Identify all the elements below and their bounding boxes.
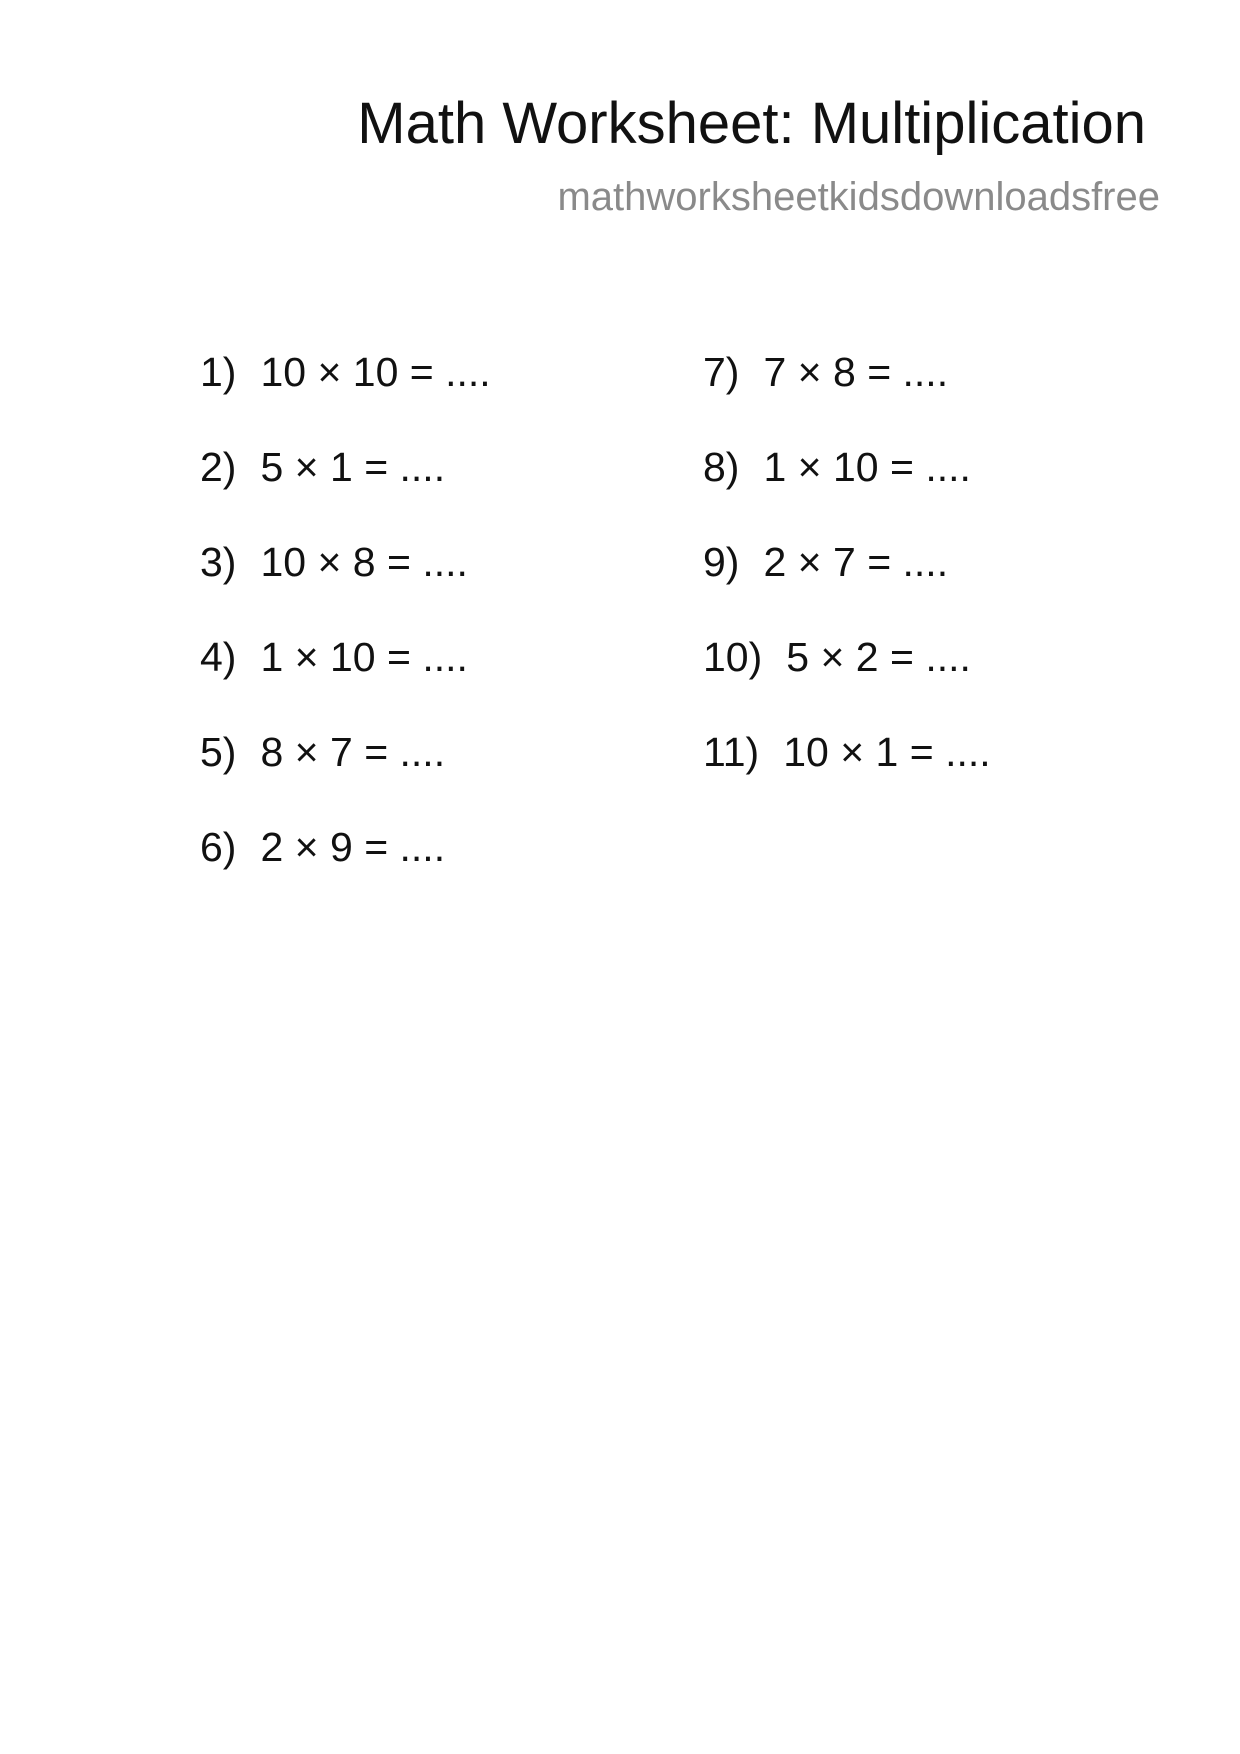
problem-expression: 1 × 10 = .... [260, 634, 468, 680]
problem-expression: 10 × 10 = .... [260, 349, 491, 395]
problem-number: 9) [703, 539, 740, 585]
problem-expression: 2 × 7 = .... [763, 539, 949, 585]
problem-item [703, 444, 991, 542]
problem-number: 5) [200, 729, 237, 775]
problem-expression: 7 × 8 = .... [763, 349, 949, 395]
problem-expression: 10 × 8 = .... [260, 539, 468, 585]
problem-number: 8) [703, 444, 740, 490]
problem-item [200, 729, 491, 827]
page-title: Math Worksheet: Multiplication [357, 91, 1146, 156]
problem-item [200, 349, 491, 447]
page-subtitle: mathworksheetkidsdownloadsfree [557, 175, 1160, 219]
problem-expression: 10 × 1 = .... [783, 729, 991, 775]
problem-number: 6) [200, 824, 237, 870]
problem-number: 11) [703, 729, 760, 775]
problem-expression: 1 × 10 = .... [763, 444, 971, 490]
problem-number: 2) [200, 444, 237, 490]
problem-column-right [703, 349, 991, 827]
problem-number: 7) [703, 349, 740, 395]
problem-number: 1) [200, 349, 237, 395]
worksheet-header [357, 91, 1160, 219]
problem-item [703, 539, 991, 637]
problem-number: 4) [200, 634, 237, 680]
problem-expression: 2 × 9 = .... [260, 824, 446, 870]
problem-item [703, 634, 991, 732]
problem-expression: 5 × 1 = .... [260, 444, 446, 490]
problem-column-left [200, 349, 491, 922]
problem-item [200, 539, 491, 637]
problem-item [200, 824, 491, 922]
problem-number: 3) [200, 539, 237, 585]
problem-number: 10) [703, 634, 763, 680]
problem-item [703, 729, 991, 827]
problem-item [200, 634, 491, 732]
problem-expression: 5 × 2 = .... [786, 634, 971, 680]
problem-item [200, 444, 491, 542]
problem-expression: 8 × 7 = .... [260, 729, 446, 775]
problem-item [703, 349, 991, 447]
